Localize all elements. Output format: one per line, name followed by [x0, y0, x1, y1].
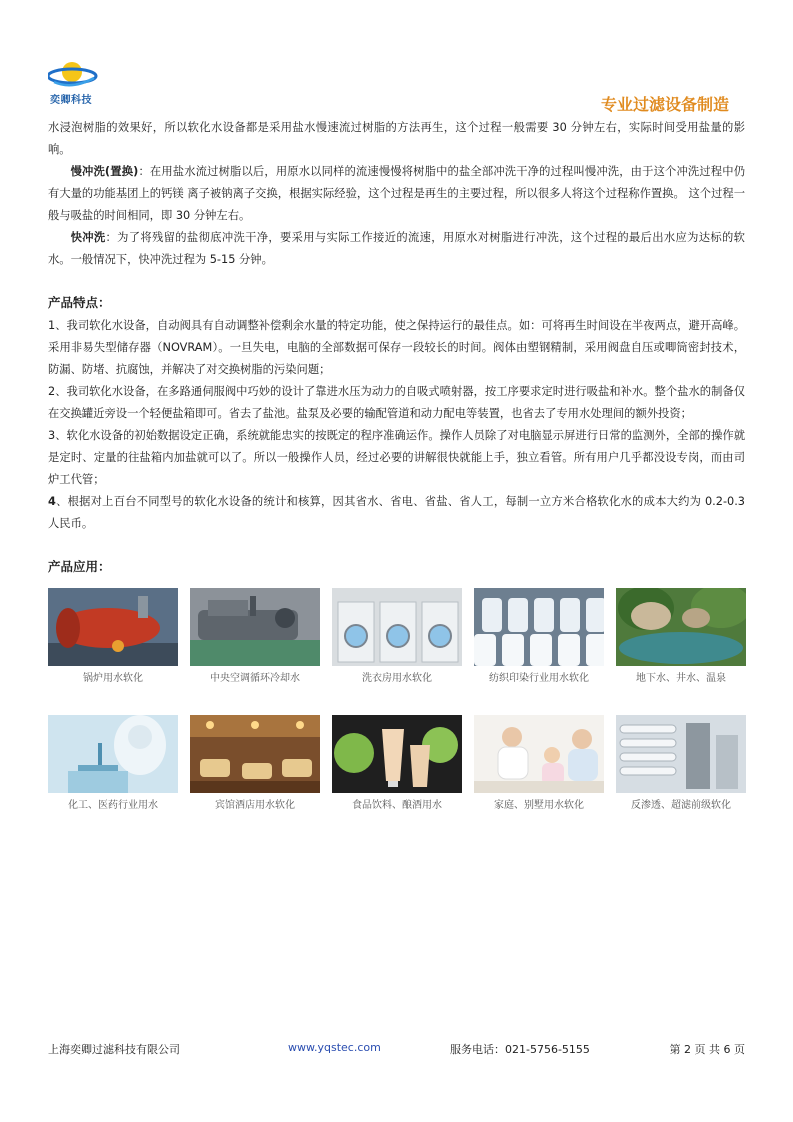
application-card: [616, 588, 746, 686]
slow-rinse-label: 慢冲洗(置换): [70, 165, 139, 178]
gallery-row-1: [48, 588, 746, 686]
hotel-photo: [190, 715, 320, 793]
fast-rinse-label: 快冲洗: [70, 231, 106, 244]
application-card: [190, 715, 320, 813]
application-card: [474, 715, 604, 813]
fast-rinse-text: ：为了将残留的盐彻底冲洗干净，要采用与实际工作接近的流速，用原水对树脂进行冲洗，这个过程的最后出水应为达标的软水。一般情况下，快冲洗过程为 5-15 分钟。: [48, 231, 745, 266]
application-card: [48, 588, 178, 686]
gallery-row-2: [48, 715, 746, 813]
lab-photo: [48, 715, 178, 793]
caption: 纺织印染行业用水软化: [489, 673, 589, 684]
hotspring-photo: [616, 588, 746, 666]
feature-2: 2、我司软化水设备，在多路通伺服阀中巧妙的设计了靠进水压为动力的自吸式喷射器，按工序要求定时进行吸盐和补水。整个盐水的制备仅在交换罐近旁设一个轻便盐箱即可。省去了盐池。盐泵及必要的输配管道和动力配电等装置，也省去了专用水处理间的额外投资；: [48, 385, 745, 420]
feature-4-text: 、根据对上百台不同型号的软化水设备的统计和核算，因其省水、省电、省盐、省人工，每制一立方米合格软化水的成本大约为 0.2-0.3 人民币。: [48, 495, 745, 530]
application-card: [190, 588, 320, 686]
boiler-photo: [48, 588, 178, 666]
feature-4-number: 4: [48, 495, 56, 508]
caption: 锅炉用水软化: [83, 673, 143, 684]
paragraph-fast-rinse: [48, 227, 745, 271]
features-heading: 产品特点：: [48, 295, 111, 310]
laundry-photo: [332, 588, 462, 666]
caption: 中央空调循环冷却水: [210, 673, 300, 684]
caption: 化工、医药行业用水: [68, 800, 158, 811]
slow-rinse-text: ：在用盐水流过树脂以后，用原水以同样的流速慢慢将树脂中的盐全部冲洗干净的过程叫慢冲洗，由于这个冲洗过程中仍有大量的功能基团上的钙镁 离子被钠离子交换，根据实际经验，这个过程是再生的主要过程，所以很多人将这个过程称作置换。 这个过程一般与吸盐的时间相同，即 30 分钟左右。: [48, 165, 745, 222]
drinks-photo: [332, 715, 462, 793]
footer-page-number: 第 2 页 共 6 页: [669, 1043, 745, 1056]
feature-4: [48, 491, 745, 535]
footer-website-link[interactable]: www.yqstec.com: [288, 1041, 381, 1054]
feature-3: 3、软化水设备的初始数据设定正确，系统就能忠实的按既定的程序准确运作。操作人员除了对电脑显示屏进行日常的监测外，全部的操作就是定时、定量的往盐箱内加盐就可以了。所以一般操作人员，经过必要的讲解很快就能上手，独立看管。所有用户几乎都没设专岗，而由司炉工代管；: [48, 429, 745, 486]
chiller-photo: [190, 588, 320, 666]
caption: 洗衣房用水软化: [362, 673, 432, 684]
application-card: [332, 588, 462, 686]
paragraph-slow-rinse: [48, 161, 745, 227]
application-card: [616, 715, 746, 813]
applications-heading: 产品应用：: [48, 559, 111, 574]
application-card: [474, 588, 604, 686]
footer-phone: 服务电话：021-5756-5155: [450, 1043, 590, 1056]
caption: 宾馆酒店用水软化: [215, 800, 295, 811]
main-content: [48, 117, 745, 579]
feature-1: 1、我司软化水设备，自动阀具有自动调整补偿剩余水量的特定功能，使之保持运行的最佳点。如：可将再生时间设在半夜两点，避开高峰。采用非易失型储存器（NOVRAM）。一旦失电，电脑的全部数据可保存一段较长的时间。阀体由塑钢精制，采用阀盘自压或唧筒密封技术，防漏、防堵、抗腐蚀，并解决了对交换树脂的污染问题；: [48, 319, 745, 376]
caption: 反渗透、超滤前级软化: [631, 800, 731, 811]
paragraph-regeneration: 水浸泡树脂的效果好，所以软化水设备都是采用盐水慢速流过树脂的方法再生，这个过程一般需要 30 分钟左右，实际时间受用盐量的影响。: [48, 121, 745, 156]
caption: 食品饮料、酿酒用水: [352, 800, 442, 811]
logo-text: 奕卿科技: [50, 95, 92, 106]
application-card: [332, 715, 462, 813]
ro-photo: [616, 715, 746, 793]
caption: 家庭、别墅用水软化: [494, 800, 584, 811]
textile-photo: [474, 588, 604, 666]
page-footer: [48, 1041, 745, 1059]
header-slogan: 专业过滤设备制造: [600, 95, 729, 114]
page-header: [0, 0, 793, 115]
family-photo: [474, 715, 604, 793]
application-card: [48, 715, 178, 813]
caption: 地下水、井水、温泉: [636, 673, 726, 684]
footer-company: 上海奕卿过滤科技有限公司: [48, 1043, 180, 1056]
